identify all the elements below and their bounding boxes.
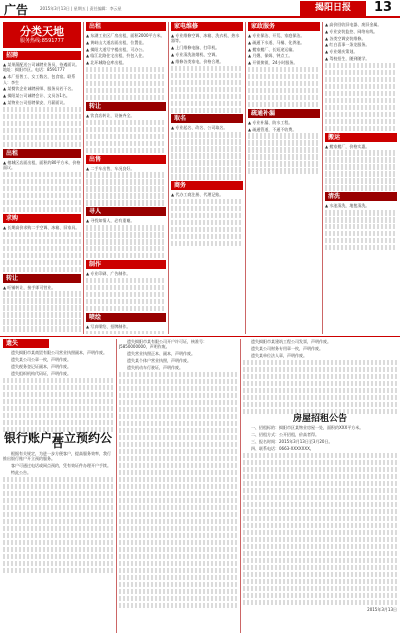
text-line	[86, 285, 166, 290]
classified-item: ▲ 专业补漏、防水工程。	[248, 119, 293, 125]
classified-column-3	[171, 22, 243, 334]
text-line	[3, 207, 81, 212]
text-line	[248, 88, 320, 93]
column-divider	[168, 22, 169, 334]
text-line	[243, 586, 397, 591]
text-line	[3, 491, 113, 496]
text-line	[3, 260, 81, 265]
text-line	[86, 306, 166, 311]
text-line	[3, 319, 81, 324]
newspaper-logo: 揭阳日报	[300, 1, 366, 16]
text-line	[86, 299, 166, 304]
text-line	[325, 210, 397, 215]
section-heading: 商务	[171, 181, 243, 190]
bank-notice-paragraph: 特此公告。	[11, 469, 31, 475]
text-line	[248, 161, 320, 166]
text-line	[325, 185, 397, 190]
text-line	[86, 148, 166, 153]
classified-item: ▲ 长期高价求购二手空调、冰箱、旧家具。	[3, 224, 80, 230]
text-line	[243, 388, 397, 393]
text-line	[243, 523, 397, 528]
text-line	[3, 512, 113, 517]
text-line	[171, 94, 243, 99]
text-line	[119, 540, 237, 545]
lost-notice: 遗失营业执照正本、副本，声明作废。	[127, 351, 195, 357]
section-heading: 出售	[86, 155, 166, 164]
classified-item: ▲ 开锁换锁，24小时服务。	[248, 60, 298, 66]
text-line	[3, 239, 81, 244]
text-line	[3, 526, 113, 531]
text-line	[119, 561, 237, 566]
classified-item: ▲ 高价回收旧电器、废旧金属。	[325, 22, 382, 27]
text-line	[119, 428, 237, 433]
text-line	[3, 298, 81, 303]
text-line	[3, 232, 81, 237]
text-line	[3, 246, 81, 251]
text-line	[3, 540, 113, 545]
section-heading: 搬运	[325, 133, 397, 142]
text-line	[86, 127, 166, 132]
text-line	[3, 305, 81, 310]
lost-notice: 遗失机动车行驶证，声明作废。	[127, 365, 183, 371]
text-line	[325, 126, 397, 131]
classified-item: ▲ 专业婚庆策划。	[325, 49, 358, 55]
text-line	[248, 67, 320, 72]
classified-item: ▲ 寻找知情人，必有重谢。	[86, 218, 135, 224]
text-line	[248, 81, 320, 86]
text-line	[171, 108, 243, 113]
classified-item: ▲ 维修各类家电，价格合理。	[171, 58, 224, 64]
classified-item: ▲ 专业安装监控、网络布线。	[325, 28, 378, 34]
text-line	[86, 278, 166, 283]
text-line	[119, 477, 237, 482]
text-line	[119, 547, 237, 552]
text-line	[3, 135, 81, 140]
text-line	[3, 519, 113, 524]
classified-item: ▲ 某餐饮企业诚聘厨师、服务员若干名。	[3, 86, 76, 92]
section-heading: 出租	[86, 22, 166, 31]
text-line	[325, 245, 397, 250]
text-line	[119, 554, 237, 559]
lost-notice: 遗失组织机构代码证，声明作废。	[11, 370, 71, 376]
text-line	[248, 102, 320, 107]
bank-notice-title: 银行账户开立预约公告	[3, 430, 112, 451]
text-line	[3, 128, 81, 133]
text-line	[325, 178, 397, 183]
classified-item: ▲ 黄岐山大道店面出租，位置佳。	[86, 39, 147, 45]
text-line	[325, 238, 397, 243]
section-heading: 求购	[3, 214, 81, 223]
text-line	[119, 491, 237, 496]
bank-notice-paragraph: 根据有关规定，为进一步方便客户，提高服务效率，我行推出银行账户开立预约服务。	[3, 450, 111, 462]
text-line	[171, 73, 243, 78]
text-line	[119, 470, 237, 475]
text-line	[3, 172, 81, 177]
text-line	[119, 463, 237, 468]
text-line	[171, 146, 243, 151]
lost-notice: 遗失税务登记证副本，声明作废。	[11, 363, 71, 369]
section-heading: 出租	[3, 149, 81, 158]
text-line	[3, 420, 113, 425]
classified-item: ▲ 饮食店转让，设备齐全。	[86, 112, 135, 118]
text-line	[86, 331, 166, 334]
lost-notice: 遗失揭阳市某有限公司开户许可证，核准号：J5850000000，声明作废。	[119, 339, 207, 350]
text-line	[119, 582, 237, 587]
classified-item: ▲ 红白喜事一条龙服务。	[325, 42, 370, 48]
text-line	[325, 231, 397, 236]
section-heading: 招聘	[3, 51, 81, 60]
text-line	[325, 157, 397, 162]
text-line	[86, 67, 166, 72]
text-line	[171, 227, 243, 232]
text-line	[171, 66, 243, 71]
text-line	[86, 74, 166, 79]
classified-item: ▲ 揭阳大道写字楼出租，可办公。	[86, 46, 147, 52]
text-line	[3, 186, 81, 191]
section-heading: 清洗	[325, 192, 397, 201]
classified-item: ▲ 北环城路仓库出租。	[86, 60, 127, 66]
text-line	[3, 114, 81, 119]
text-line	[171, 139, 243, 144]
text-line	[119, 603, 237, 608]
text-line	[325, 98, 397, 103]
text-line	[86, 246, 166, 251]
text-line	[119, 575, 237, 580]
classified-item: ▲ 榕城区店面出租，面积约80平方米，价格面议。	[3, 159, 81, 171]
text-line	[3, 533, 113, 538]
text-line	[325, 150, 397, 155]
text-line	[248, 154, 320, 159]
text-line	[248, 133, 320, 138]
text-line	[325, 217, 397, 222]
text-line	[86, 179, 166, 184]
text-line	[3, 326, 81, 331]
text-line	[248, 168, 320, 173]
text-line	[3, 561, 113, 566]
text-line	[86, 141, 166, 146]
text-line	[325, 77, 397, 82]
text-line	[243, 367, 397, 372]
text-line	[119, 386, 237, 391]
text-line	[3, 179, 81, 184]
text-line	[3, 193, 81, 198]
text-line	[243, 481, 397, 486]
classified-banner	[3, 22, 81, 48]
text-line	[243, 551, 397, 556]
text-line	[243, 579, 397, 584]
rent-notice-paragraph: 四、联系电话：0663-XXXXXXX。	[251, 446, 314, 452]
section-heading: 寻人	[86, 207, 166, 216]
text-line	[243, 453, 397, 458]
text-line	[3, 568, 113, 573]
text-line	[325, 91, 397, 96]
classified-item: ▲ 某物业公司招聘保安，月薪面议。	[3, 100, 68, 105]
classified-item: ▲ 驾校招生，随到随学。	[325, 55, 370, 61]
text-line	[243, 381, 397, 386]
text-line	[171, 153, 243, 158]
text-line	[86, 232, 166, 237]
text-line	[3, 413, 113, 418]
text-line	[3, 406, 113, 411]
text-line	[243, 565, 397, 570]
text-line	[243, 509, 397, 514]
text-line	[325, 119, 397, 124]
text-line	[3, 267, 81, 272]
classified-item: ▲ 搬家搬厂，价格实惠。	[325, 143, 370, 149]
lost-notice: 遗失某个体户营业执照，声明作废。	[127, 358, 191, 364]
rent-notice-column	[243, 339, 397, 633]
column-divider	[322, 22, 323, 334]
classified-item: ▲ 二手车出售，车况良好。	[86, 165, 135, 171]
classified-column-4	[248, 22, 320, 334]
lost-notice: 遗失某公司财务专用章一枚，声明作废。	[251, 345, 323, 351]
text-line	[119, 435, 237, 440]
text-line	[243, 537, 397, 542]
text-line	[86, 239, 166, 244]
text-line	[3, 427, 113, 432]
classified-item: ▲ 专业起名、改名、公司取名。	[171, 125, 228, 131]
classified-column-5	[325, 22, 397, 334]
text-line	[171, 174, 243, 179]
text-line	[86, 88, 166, 93]
text-line	[3, 291, 81, 296]
section-heading: 取名	[171, 114, 243, 123]
text-line	[243, 402, 397, 407]
classified-item: ▲ 疏通下水道、马桶、化粪池。	[248, 39, 305, 45]
lost-and-bank-column	[3, 339, 113, 633]
column-divider	[83, 22, 84, 334]
text-line	[243, 502, 397, 507]
text-line	[119, 372, 237, 377]
text-line	[119, 379, 237, 384]
rent-notice-title: 房屋招租公告	[292, 414, 347, 424]
text-line	[325, 84, 397, 89]
text-line	[243, 395, 397, 400]
text-line	[119, 526, 237, 531]
text-line	[3, 253, 81, 258]
rent-notice-paragraph: 二、招租方式：公开招租，价高者得。	[251, 432, 319, 438]
classified-column-1	[3, 22, 81, 332]
text-line	[3, 477, 113, 482]
classified-column-2	[86, 22, 166, 334]
text-line	[171, 167, 243, 172]
text-line	[243, 516, 397, 521]
text-line	[171, 80, 243, 85]
classified-item: ▲ 各类空调安装维修。	[325, 35, 366, 41]
text-line	[3, 107, 81, 112]
text-line	[243, 530, 397, 535]
text-line	[3, 200, 81, 205]
text-line	[3, 505, 113, 510]
text-line	[3, 312, 81, 317]
text-line	[243, 467, 397, 472]
column-divider	[245, 22, 246, 334]
text-line	[119, 442, 237, 447]
text-line	[248, 147, 320, 152]
text-line	[119, 449, 237, 454]
column-divider	[116, 339, 117, 633]
text-line	[243, 360, 397, 365]
text-line	[325, 224, 397, 229]
classified-item: ▲ 专业清洗油烟机、空调。	[171, 52, 220, 57]
text-line	[325, 112, 397, 117]
text-line	[171, 241, 243, 246]
middle-notices-column	[119, 339, 237, 633]
text-line	[3, 399, 113, 404]
text-line	[119, 421, 237, 426]
text-line	[248, 95, 320, 100]
text-line	[171, 132, 243, 137]
section-heading: 疏通补漏	[248, 109, 320, 118]
classified-item: ▲ 水池清洗，地毯清洗。	[325, 203, 370, 209]
section-heading: 转让	[86, 102, 166, 111]
text-line	[243, 409, 397, 414]
classified-item: ▲ 代办工商注册、代理记账。	[171, 192, 224, 198]
text-line	[171, 87, 243, 92]
section-heading: 制作	[86, 260, 166, 269]
rent-notice-paragraph: 三、报名时间：2015年3月13日至3月20日。	[251, 439, 333, 445]
text-line	[119, 505, 237, 510]
text-line	[243, 558, 397, 563]
text-line	[325, 70, 397, 75]
notice-date: 2015年3月13日	[367, 606, 397, 612]
text-line	[119, 456, 237, 461]
text-line	[119, 407, 237, 412]
classified-item: ▲ 上门维修电脑、打印机。	[171, 45, 220, 51]
text-line	[243, 474, 397, 479]
text-line	[243, 488, 397, 493]
notices-area	[0, 336, 400, 634]
text-line	[3, 484, 113, 489]
text-line	[3, 378, 113, 383]
text-line	[325, 63, 397, 68]
section-heading: 家电维修	[171, 22, 243, 31]
section-heading: 家政服务	[248, 22, 320, 31]
classified-item: ▲ 揭阳某公司诚聘会计、文员各1名。	[3, 93, 70, 99]
text-line	[119, 393, 237, 398]
classified-item: ▲ 月嫂、保姆、钟点工。	[248, 53, 293, 59]
text-line	[119, 589, 237, 594]
text-line	[243, 572, 397, 577]
text-line	[119, 400, 237, 405]
text-line	[243, 593, 397, 598]
column-divider	[240, 339, 241, 633]
page-number: 13	[374, 0, 393, 15]
text-line	[243, 460, 397, 465]
text-line	[86, 172, 166, 177]
text-line	[171, 213, 243, 218]
text-line	[171, 160, 243, 165]
text-line	[171, 234, 243, 239]
text-line	[119, 596, 237, 601]
text-line	[119, 498, 237, 503]
text-line	[119, 414, 237, 419]
classified-item: ▲ 某果蔬配送公司诚聘业务员，待遇面议。地址：揭阳市区。电话：8591777	[3, 62, 80, 73]
text-line	[243, 495, 397, 500]
text-line	[86, 81, 166, 86]
rent-notice-paragraph: 一、招租标的：揭阳市区某物业房屋一处，面积约XXX平方米。	[251, 425, 364, 431]
lost-heading: 遗失	[3, 339, 49, 348]
text-line	[243, 600, 397, 605]
text-line	[171, 199, 243, 204]
classified-item: ▲ 旺铺转让，接手即可营业。	[3, 284, 56, 290]
lost-notice: 遗失揭阳市某建筑工程公司发票，声明作废。	[251, 339, 331, 344]
classified-item: ▲ 东湖工业区厂房出租，面积2000平方米。	[86, 33, 165, 38]
text-line	[325, 105, 397, 110]
lost-notice: 遗失揭阳市某商贸有限公司营业执照副本，声明作废。	[11, 350, 107, 355]
text-line	[86, 120, 166, 125]
text-line	[171, 206, 243, 211]
text-line	[86, 225, 166, 230]
text-line	[171, 101, 243, 106]
text-line	[3, 392, 113, 397]
text-line	[86, 186, 166, 191]
text-line	[243, 374, 397, 379]
text-line	[3, 554, 113, 559]
text-line	[86, 292, 166, 297]
text-line	[3, 121, 81, 126]
lost-notice: 遗失某单位法人章，声明作废。	[251, 352, 307, 358]
classified-item: ▲ 写真喷绘、招牌制作。	[86, 323, 131, 329]
banner-phone: 服务热线:8591777	[20, 38, 64, 44]
lost-notice: 遗失某公司公章一枚，声明作废。	[11, 356, 71, 362]
text-line	[3, 547, 113, 552]
classified-item: ▲ 本厂招普工、女工数名，包食宿。联系人：李生	[3, 74, 76, 85]
text-line	[325, 164, 397, 169]
dateline: 2015年3月13日 | 星期五 | 责任编辑：李云星	[40, 6, 122, 11]
page-header	[0, 0, 400, 18]
text-line	[86, 193, 166, 198]
text-line	[119, 533, 237, 538]
text-line	[119, 512, 237, 517]
classified-item: ▲ 专业保洁、开荒、家庭保洁。	[248, 33, 305, 38]
text-line	[86, 134, 166, 139]
text-line	[119, 568, 237, 573]
banner-title: 分类天地	[20, 25, 64, 38]
bank-notice-paragraph: 客户可通过电话或网点预约，凭有效证件办理开户手续。	[11, 463, 111, 469]
classified-item: ▲ 疏通管道，不通不收费。	[248, 126, 297, 132]
text-line	[86, 253, 166, 258]
text-line	[86, 200, 166, 205]
classified-item: ▲ 搬家搬厂、长短途运输。	[248, 46, 297, 52]
classified-item: ▲ 临江北路住宅出租，拎包入住。	[86, 53, 147, 59]
text-line	[3, 142, 81, 147]
section-label: 广告	[4, 3, 29, 17]
text-line	[171, 220, 243, 225]
text-line	[119, 484, 237, 489]
classified-item: ▲ 专业维修空调、冰箱、洗衣机、热水器等。	[171, 33, 240, 44]
text-line	[248, 74, 320, 79]
text-line	[3, 498, 113, 503]
text-line	[243, 544, 397, 549]
text-line	[3, 385, 113, 390]
classified-item: ▲ 专业印刷、广告制作。	[86, 271, 131, 277]
section-heading: 喷绘	[86, 313, 166, 322]
text-line	[248, 140, 320, 145]
text-line	[119, 519, 237, 524]
text-line	[325, 171, 397, 176]
section-heading: 转让	[3, 274, 81, 283]
text-line	[86, 95, 166, 100]
